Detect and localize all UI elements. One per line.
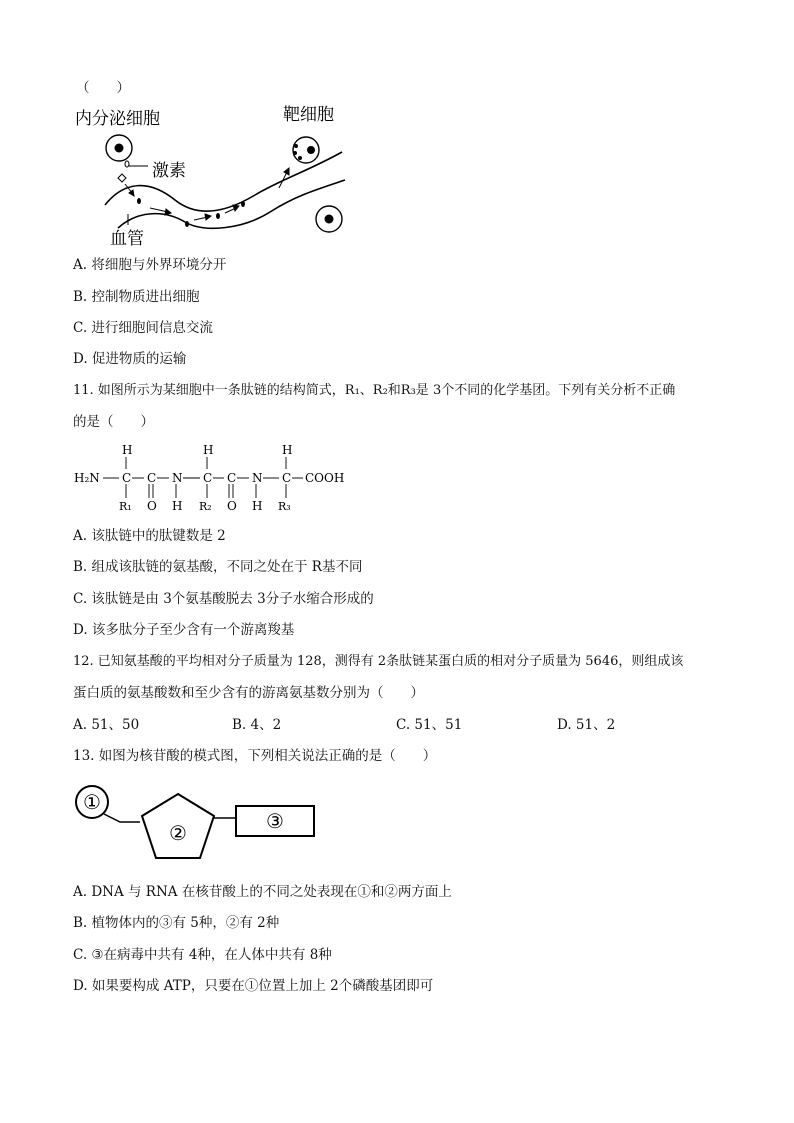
formula-h-n2: H: [252, 499, 263, 513]
vessel-particles: [137, 198, 245, 227]
q13-nucleotide-diagram: [72, 782, 322, 864]
formula-c4: C: [227, 471, 237, 485]
q10-option-b: B. 控制物质进出细胞: [73, 289, 200, 305]
q10-option-c: C. 进行细胞间信息交流: [73, 320, 213, 336]
endocrine-cell: [106, 135, 132, 161]
q10-option-a: A. 将细胞与外界环境分开: [73, 257, 227, 273]
q11-stem-line1: 11. 如图所示为某细胞中一条肽链的结构简式，R₁、R₂和R₃是 3个不同的化学基团。下列有关分析不正确: [73, 383, 676, 398]
q10-diagram-svg: [70, 100, 360, 250]
formula-n1: N: [172, 471, 183, 485]
q12-stem-line1: 12. 已知氨基酸的平均相对分子质量为 128，测得有 2条肽链某蛋白质的相对分子质量为 5646，则组成该: [73, 654, 684, 669]
q12-option-c: C. 51、51: [396, 717, 463, 733]
formula-h2n: H₂N: [74, 471, 100, 485]
formula-h-top1: H: [122, 443, 133, 457]
q12-option-b: B. 4、2: [232, 717, 282, 733]
q11-option-a: A. 该肽链中的肽键数是 2: [73, 528, 226, 544]
base-label: ③: [266, 809, 284, 833]
q11-option-d: D. 该多肽分子至少含有一个游离羧基: [73, 622, 295, 638]
q12-stem-line2: 蛋白质的氨基酸数和至少含有的游离氨基数分别为（ ）: [73, 685, 424, 701]
q10-stem-tail: （ ）: [76, 80, 130, 96]
q13-option-d: D. 如果要构成 ATP，只要在①位置上加上 2个磷酸基团即可: [73, 978, 434, 994]
q13-option-b: B. 植物体内的③有 5种，②有 2种: [73, 915, 280, 931]
formula-c5: C: [282, 471, 292, 485]
formula-o1: O: [147, 499, 157, 513]
peptide-formula-svg: [72, 440, 362, 515]
q10-option-d: D. 促进物质的运输: [73, 351, 187, 367]
nucleotide-svg: [72, 782, 322, 864]
vessel-label: 血管: [110, 229, 144, 249]
formula-c3: C: [203, 471, 213, 485]
phosphate-label: ①: [83, 790, 101, 814]
flow-arrows: [125, 168, 289, 220]
q11-option-b: B. 组成该肽链的氨基酸，不同之处在于 R基不同: [73, 559, 363, 575]
target-cell-label: 靶细胞: [283, 105, 334, 125]
formula-o2: O: [227, 499, 237, 513]
q11-stem-line2: 的是（ ）: [73, 414, 154, 430]
q12-option-a: A. 51、50: [73, 717, 140, 733]
q11-peptide-formula: [72, 440, 362, 515]
formula-n2: N: [252, 471, 263, 485]
endocrine-cell-label: 内分泌细胞: [75, 109, 160, 129]
formula-c2: C: [147, 471, 157, 485]
formula-h-n1: H: [172, 499, 183, 513]
formula-cooh: COOH: [305, 471, 345, 485]
hormone-granule: [125, 161, 129, 167]
q11-option-c: C. 该肽链是由 3个氨基酸脱去 3分子水缩合形成的: [73, 591, 374, 607]
formula-h-top2: H: [203, 443, 214, 457]
hormone-diamond: [118, 174, 126, 182]
formula-r2: R₂: [199, 500, 212, 513]
hormone-label: 激素: [152, 161, 186, 181]
q13-option-c: C. ③在病毒中共有 4种，在人体中共有 8种: [73, 947, 332, 963]
q13-option-a: A. DNA 与 RNA 在核苷酸上的不同之处表现在①和②两方面上: [73, 884, 452, 900]
phosphate-bond: [104, 814, 140, 822]
q10-hormone-diagram: [70, 100, 360, 250]
target-cell: [293, 137, 319, 163]
formula-h-top3: H: [282, 443, 293, 457]
formula-r1: R₁: [119, 500, 132, 513]
q13-stem: 13. 如图为核苷酸的模式图，下列相关说法正确的是（ ）: [73, 748, 437, 764]
formula-c1: C: [122, 471, 132, 485]
formula-r3: R₃: [278, 500, 291, 513]
q12-option-d: D. 51、2: [557, 717, 616, 733]
sugar-label: ②: [169, 821, 187, 845]
other-cell: [316, 206, 342, 232]
